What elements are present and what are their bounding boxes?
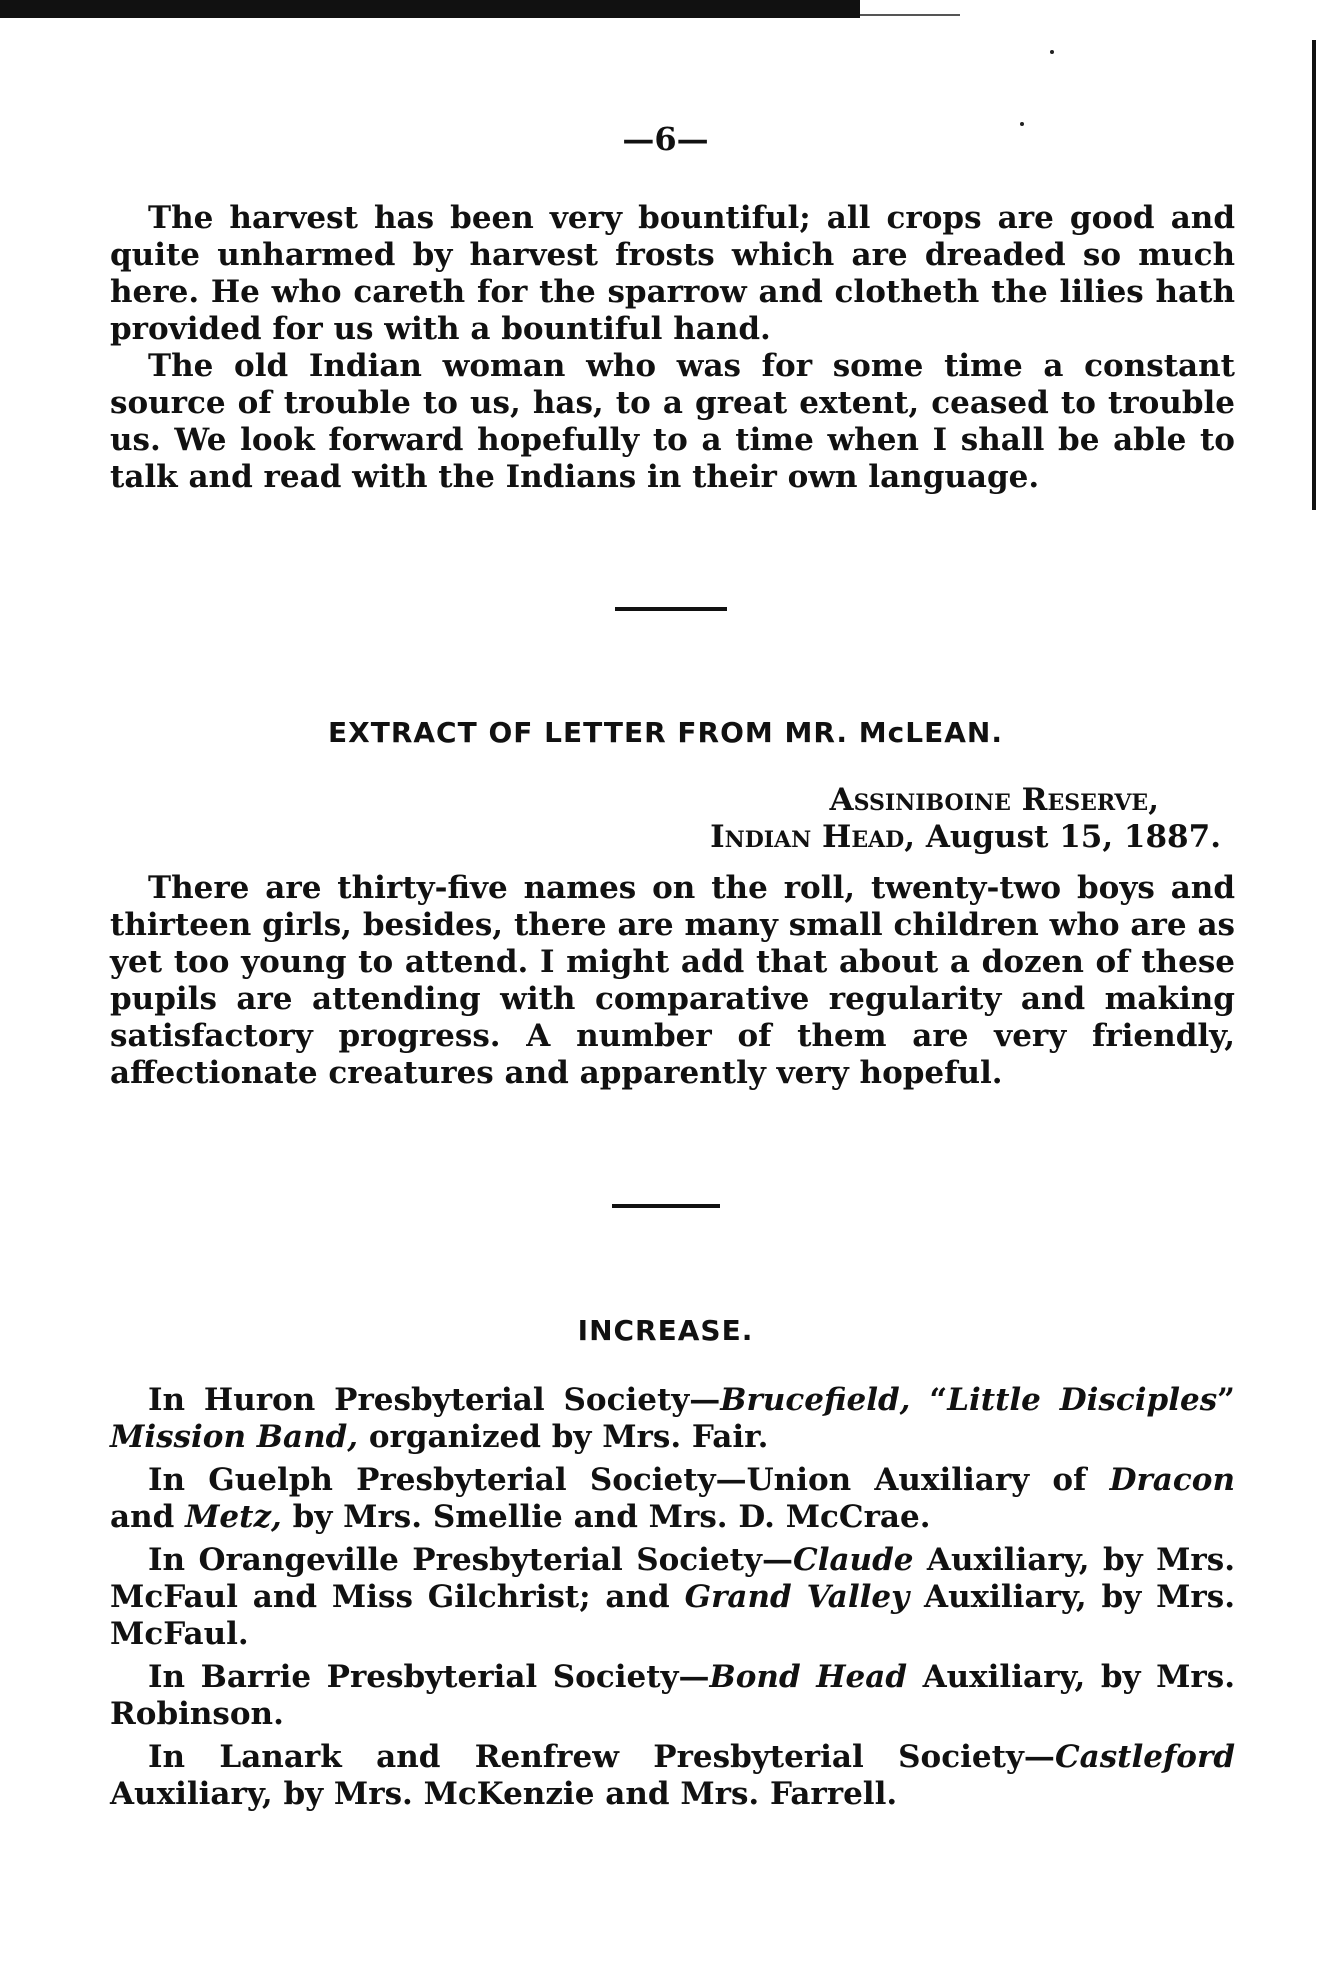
address-place: Indian Head, (710, 819, 916, 855)
top-border-rule-tail (860, 14, 960, 16)
letter-date: August 15, 1887. (925, 819, 1221, 855)
address-reserve: Assiniboine Reserve, (829, 782, 1159, 818)
increase-item: In Huron Presbyterial Society—Brucefield, “Little Disciples” Mission Band, organized by Mrs. Fair. (110, 1382, 1235, 1455)
page-number: —6— (622, 120, 709, 158)
letter-continuation (110, 200, 1235, 496)
increase-item: In Barrie Presbyterial Society—Bond Head Auxiliary, by Mrs. Robinson. (110, 1659, 1235, 1732)
increase-list (110, 1382, 1235, 1819)
section-divider (615, 607, 727, 611)
paragraph: The old Indian woman who was for some time a constant source of trouble to us, has, to a great extent, ceased to trouble us. We look forward hopefully to a time when I shall be able to talk and read with the Indians in their own language. (110, 348, 1235, 495)
increase-item: In Guelph Presbyterial Society—Union Auxiliary of Dracon and Metz, by Mrs. Smellie and Mrs. D. McCrae. (110, 1462, 1235, 1535)
letter-address (710, 782, 1221, 856)
address-place-date (710, 819, 1221, 856)
paragraph: There are thirty-five names on the roll, twenty-two boys and thirteen girls, besides, there are many small children who are as yet too young to attend. I might add that about a dozen of these pupils are attending with comparative regularity and making satisfactory progress. A number of them are very friendly, affectionate creatures and apparently very hopeful. (110, 870, 1235, 1091)
increase-item: In Lanark and Renfrew Presbyterial Society—Castleford Auxiliary, by Mrs. McKenzie and Mrs. Farrell. (110, 1739, 1235, 1812)
paragraph: The harvest has been very bountiful; all crops are good and quite unharmed by harvest frosts which are dreaded so much here. He who careth for the sparrow and clotheth the lilies hath provided for us with a bountiful hand. (110, 200, 1235, 347)
mclean-letter-body (110, 870, 1235, 1092)
section-divider (612, 1204, 720, 1208)
right-margin-rule (1312, 40, 1316, 510)
section-heading-mclean: EXTRACT OF LETTER FROM MR. McLEAN. (328, 716, 1003, 749)
top-border-rule (0, 0, 860, 18)
increase-item: In Orangeville Presbyterial Society—Claude Auxiliary, by Mrs. McFaul and Miss Gilchrist; and Grand Valley Auxiliary, by Mrs. McFaul. (110, 1542, 1236, 1652)
section-heading-increase: INCREASE. (577, 1314, 754, 1347)
print-speck (1050, 50, 1054, 54)
